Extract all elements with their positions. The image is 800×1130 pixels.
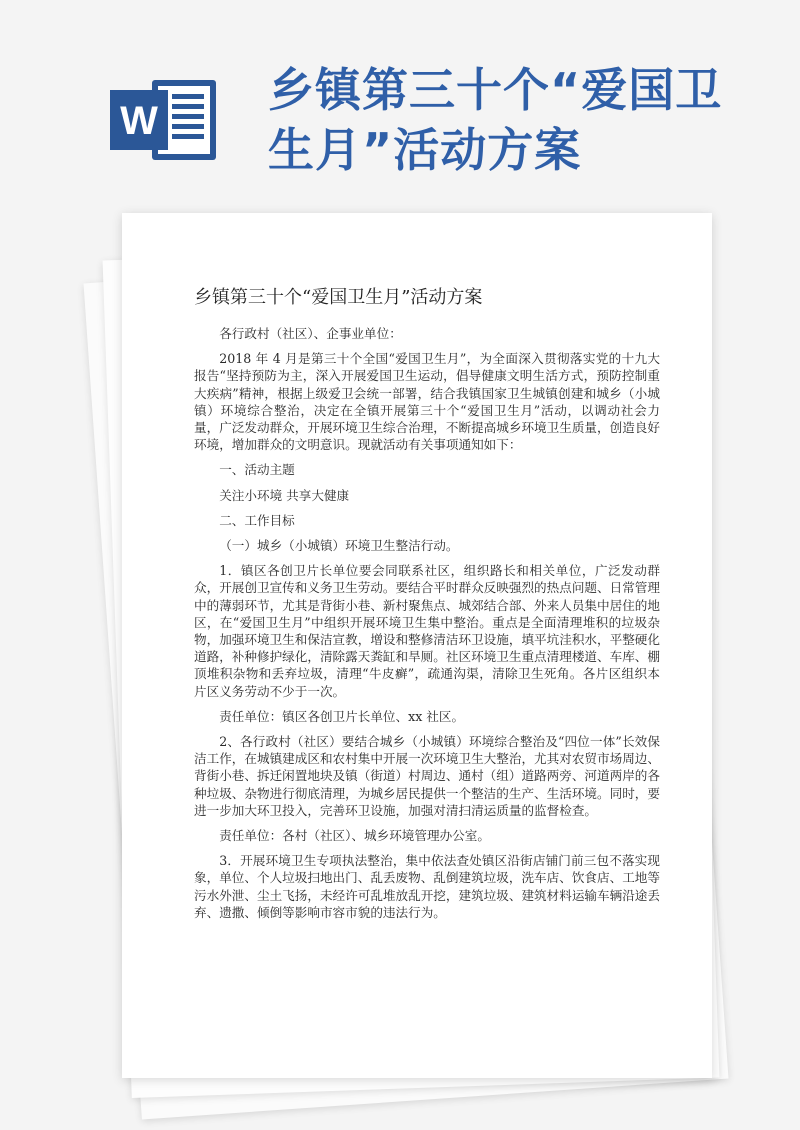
- header-title: 乡镇第三十个“爱国卫生月”活动方案: [268, 63, 723, 177]
- document-paragraph: 各行政村（社区）、企事业单位：: [219, 326, 402, 341]
- document-paragraph: 2、各行政村（社区）要结合城乡（小城镇）环境综合整治及“四位一体”长效保洁工作，在城镇建成区和农村集中开展一次环境卫生大整治，尤其对农贸市场周边、背街小巷、拆迁闲置地块及镇（街道）村周边、通村（组）道路两旁、河道两岸的各种垃圾、杂物进行彻底清理，为城乡居民提供一个整洁的生产、生活环境。同时，要进一步加大环卫投入，完善环卫设施，加强对清扫清运质量的监督检查。: [194, 734, 660, 818]
- svg-text:W: W: [120, 99, 158, 143]
- document-paragraph: 2018 年 4 月是第三十个全国“爱国卫生月”，为全面深入贯彻落实党的十九大报告“坚持预防为主，深入开展爱国卫生运动，倡导健康文明生活方式，预防控制重大疾病”精神，根据上级爱卫会统一部署，结合我镇国家卫生城镇创建和城乡（小城镇）环境综合整治，决定在全镇开展第三十个“爱国卫生月”活动，以调动社会力量，广泛发动群众，开展环境卫生综合治理，不断提高城乡环境卫生质量，创造良好环境，增加群众的文明意识。现就活动有关事项通知如下：: [194, 351, 660, 453]
- document-body: [194, 325, 660, 929]
- document-paragraph: 3．开展环境卫生专项执法整治，集中依法查处镇区沿街店铺门前三包不落实现象，单位、个人垃圾扫地出门、乱丢废物、乱倒建筑垃圾，洗车店、饮食店、工地等污水外泄、尘土飞扬，未经许可乱堆放乱开挖，建筑垃圾、建筑材料运输车辆沿途丢弃、遗撒、倾倒等影响市容市貌的违法行为。: [194, 853, 660, 920]
- document-page: [122, 213, 712, 1078]
- document-paragraph: （一）城乡（小城镇）环境卫生整洁行动。: [219, 538, 459, 554]
- page-header: [0, 0, 800, 200]
- document-paragraph: 一、活动主题: [219, 462, 295, 478]
- word-document-icon: [100, 70, 220, 170]
- document-title: 乡镇第三十个“爱国卫生月”活动方案: [194, 287, 483, 308]
- document-paragraph: 1．镇区各创卫片长单位要会同联系社区，组织路长和相关单位，广泛发动群众，开展创卫宣传和义务卫生劳动。要结合平时群众反映强烈的热点问题、日常管理中的薄弱环节，尤其是背街小巷、新村聚焦点、城郊结合部、外来人员集中居住的地区，在“爱国卫生月”中组织开展环境卫生集中整治。重点是全面清理堆积的垃圾杂物，加强环境卫生和保洁宣教，增设和整修清洁环卫设施，填平坑洼积水，平整硬化道路，补种修护绿化，清除露天粪缸和旱厕。社区环境卫生重点清理楼道、车库、棚顶堆积杂物和丢弃垃圾，清理“牛皮癣”，疏通沟渠，清除卫生死角。各片区组织本片区义务劳动不少于一次。: [194, 563, 660, 699]
- document-paragraph: 责任单位：各村（社区）、城乡环境管理办公室。: [219, 828, 490, 844]
- document-paragraph: 关注小环境 共享大健康: [219, 487, 350, 503]
- document-paragraph: 责任单位：镇区各创卫片长单位、xx 社区。: [219, 708, 465, 724]
- document-paragraph: 二、工作目标: [219, 512, 295, 528]
